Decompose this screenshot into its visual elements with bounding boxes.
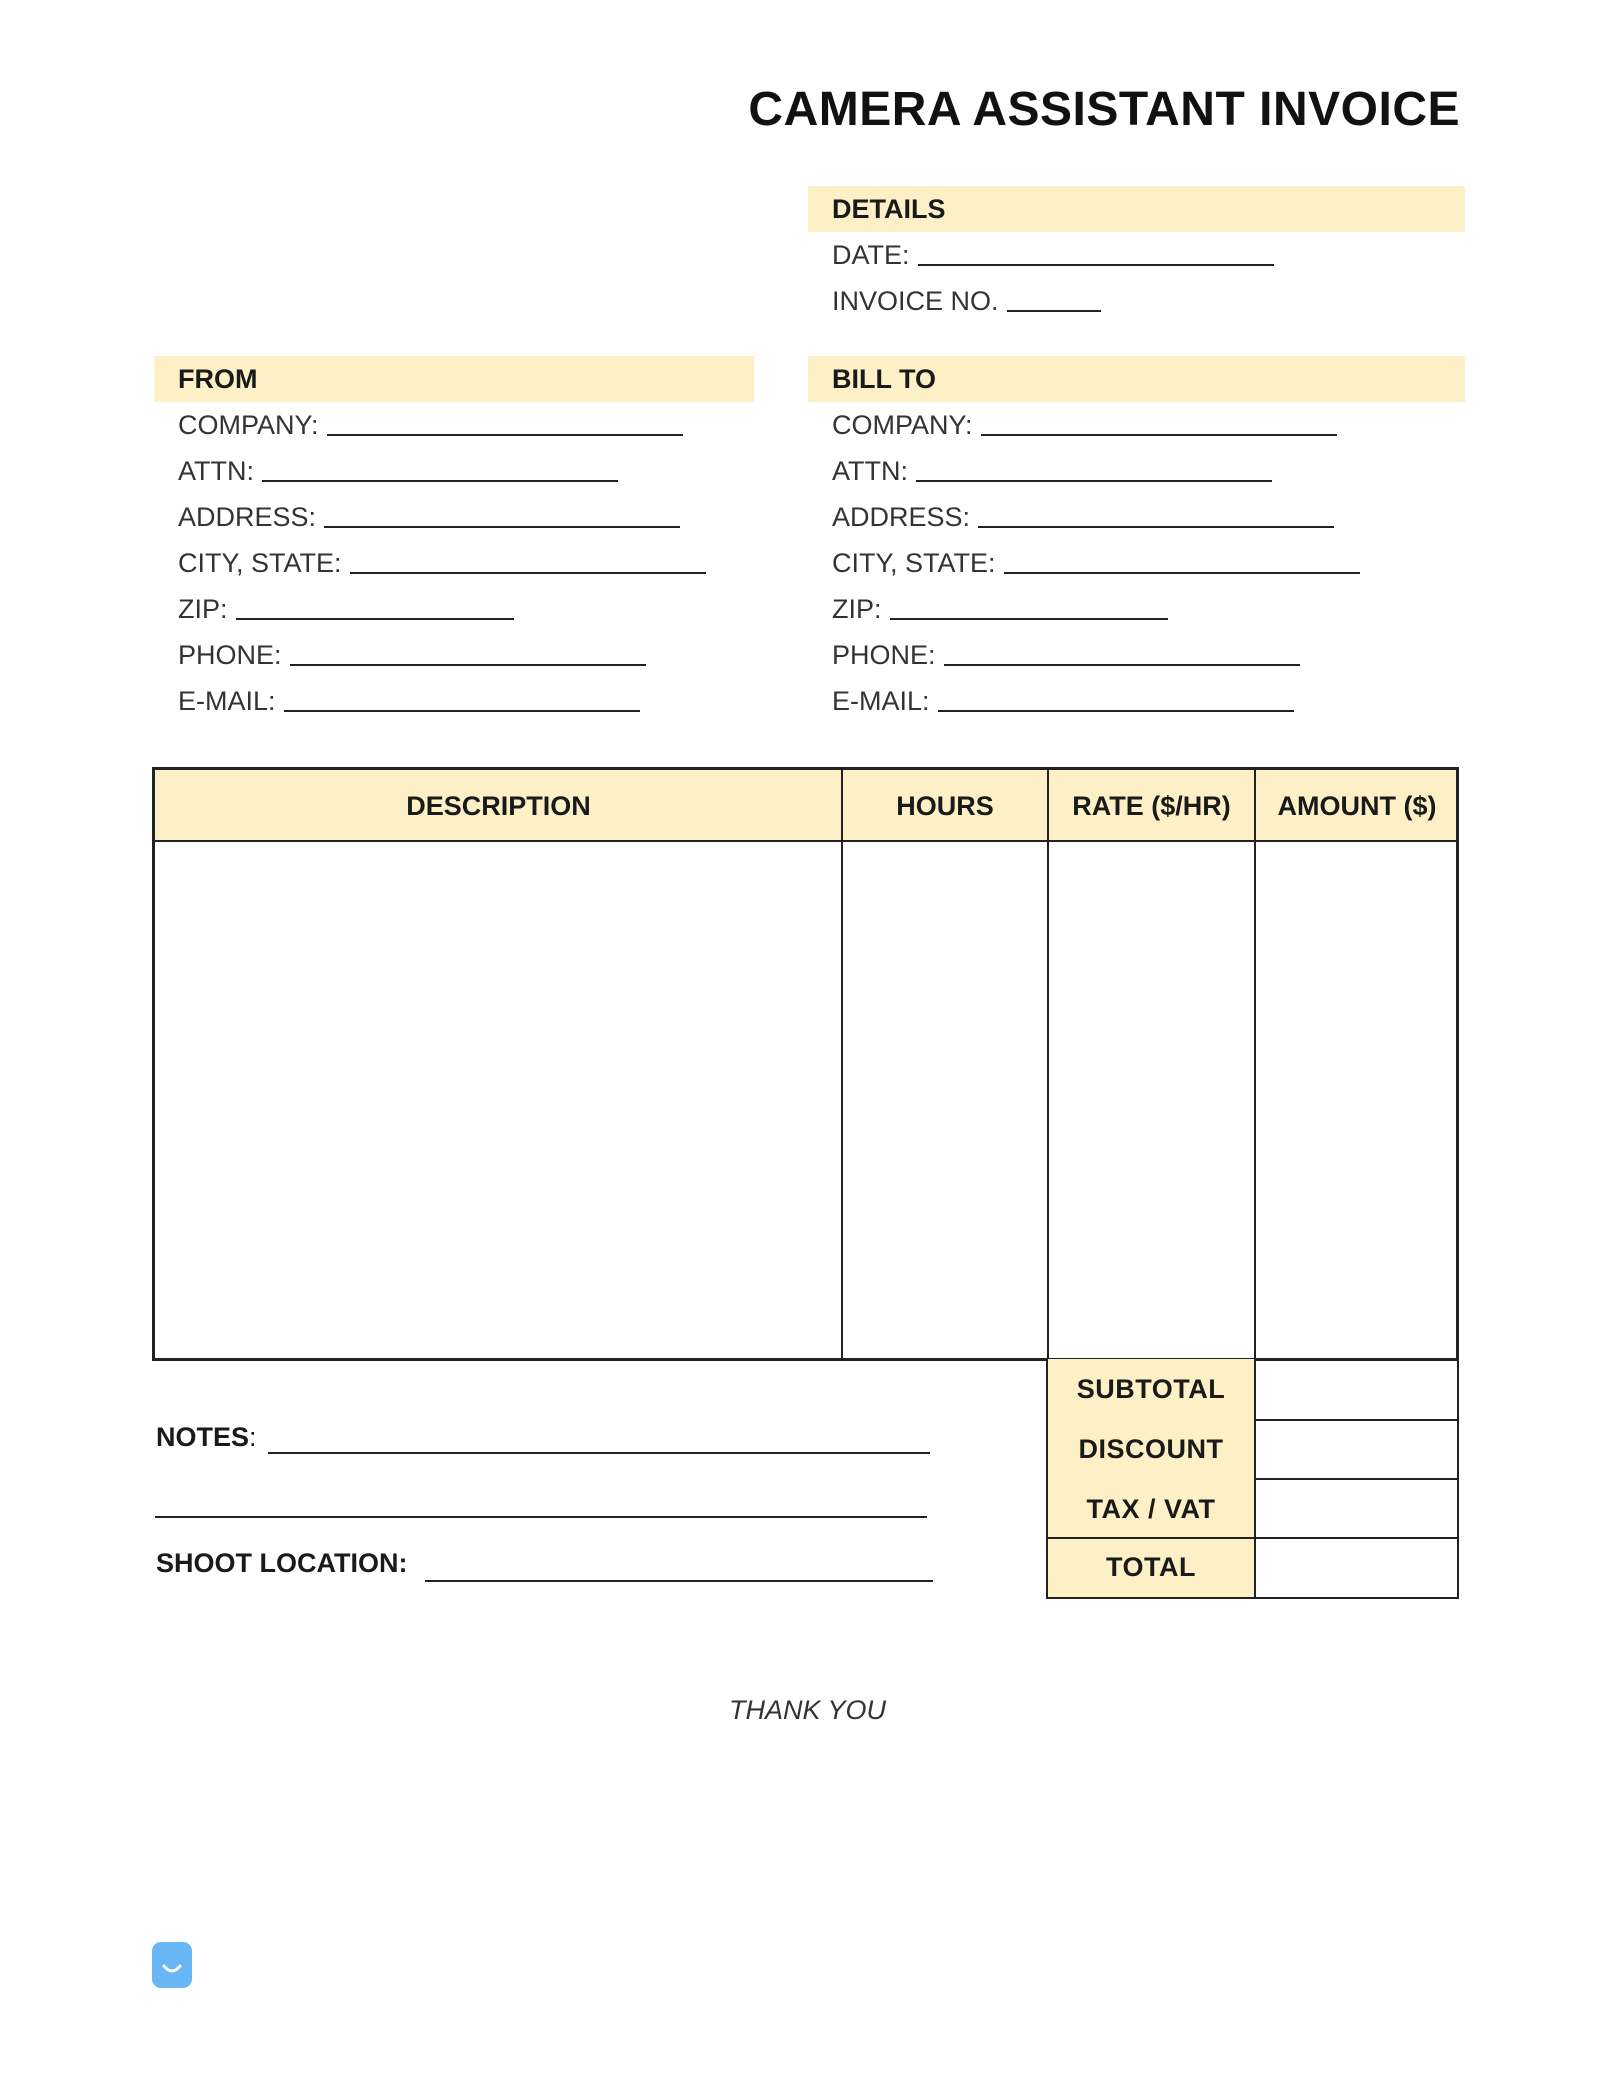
from-city-state-field[interactable] <box>154 540 754 586</box>
smile-icon <box>152 1942 192 1988</box>
bill-to-phone-label: PHONE: <box>832 639 936 670</box>
bill-to-city-state-line[interactable] <box>1004 572 1360 574</box>
amount-column-header: AMOUNT ($) <box>1277 791 1437 821</box>
rate-cell[interactable] <box>1049 842 1254 1358</box>
bill-to-section <box>808 356 1465 724</box>
from-company-line[interactable] <box>327 434 683 436</box>
notes-label: NOTES <box>156 1422 250 1452</box>
total-label: TOTAL <box>1106 1552 1196 1582</box>
from-phone-label: PHONE: <box>178 639 282 670</box>
amount-cell[interactable] <box>1256 842 1459 1358</box>
description-cell[interactable] <box>155 842 841 1358</box>
from-attn-line[interactable] <box>262 480 618 482</box>
tax-vat-label: TAX / VAT <box>1086 1494 1216 1524</box>
from-zip-label: ZIP: <box>178 593 228 624</box>
line-items-table <box>152 767 1459 1361</box>
from-heading: FROM <box>154 356 754 402</box>
from-address-field[interactable] <box>154 494 754 540</box>
notes-line-2[interactable] <box>155 1516 927 1518</box>
from-email-line[interactable] <box>284 710 640 712</box>
rate-column-header: RATE ($/HR) <box>1072 791 1231 821</box>
from-company-label: COMPANY: <box>178 409 319 440</box>
totals-box <box>1046 1359 1459 1599</box>
total-value[interactable] <box>1256 1539 1459 1597</box>
from-email-label: E-MAIL: <box>178 685 276 716</box>
invoice-no-label: INVOICE NO. <box>832 285 999 316</box>
notes-row <box>156 1422 257 1453</box>
hours-column-header: HOURS <box>896 791 994 821</box>
from-zip-line[interactable] <box>236 618 514 620</box>
details-heading: DETAILS <box>808 186 1465 232</box>
bill-to-address-label: ADDRESS: <box>832 501 971 532</box>
bill-to-attn-field[interactable] <box>808 448 1465 494</box>
bill-to-zip-label: ZIP: <box>832 593 882 624</box>
date-field[interactable] <box>808 232 1465 278</box>
from-section <box>154 356 754 724</box>
bill-to-city-state-label: CITY, STATE: <box>832 547 996 578</box>
shoot-location-line[interactable] <box>425 1580 933 1582</box>
date-label: DATE: <box>832 239 910 270</box>
from-attn-label: ATTN: <box>178 455 254 486</box>
brand-logo-icon <box>152 1942 192 1988</box>
from-city-state-label: CITY, STATE: <box>178 547 342 578</box>
bill-to-zip-line[interactable] <box>890 618 1168 620</box>
hours-cell[interactable] <box>843 842 1047 1358</box>
bill-to-attn-label: ATTN: <box>832 455 908 486</box>
description-column-header: DESCRIPTION <box>406 791 591 821</box>
notes-colon: : <box>249 1422 257 1452</box>
from-company-field[interactable] <box>154 402 754 448</box>
subtotal-value[interactable] <box>1256 1359 1459 1418</box>
from-city-state-line[interactable] <box>350 572 706 574</box>
bill-to-phone-field[interactable] <box>808 632 1465 678</box>
notes-line[interactable] <box>268 1452 930 1454</box>
bill-to-zip-field[interactable] <box>808 586 1465 632</box>
bill-to-company-line[interactable] <box>981 434 1337 436</box>
bill-to-heading: BILL TO <box>808 356 1465 402</box>
bill-to-city-state-field[interactable] <box>808 540 1465 586</box>
tax-vat-value[interactable] <box>1256 1480 1459 1536</box>
bill-to-address-field[interactable] <box>808 494 1465 540</box>
shoot-location-label: SHOOT LOCATION: <box>156 1548 408 1578</box>
from-phone-line[interactable] <box>290 664 646 666</box>
invoice-title: CAMERA ASSISTANT INVOICE <box>748 83 1460 136</box>
bill-to-address-line[interactable] <box>978 526 1334 528</box>
from-attn-field[interactable] <box>154 448 754 494</box>
bill-to-attn-line[interactable] <box>916 480 1272 482</box>
date-line[interactable] <box>918 264 1274 266</box>
from-phone-field[interactable] <box>154 632 754 678</box>
discount-label: DISCOUNT <box>1078 1434 1224 1464</box>
subtotal-label: SUBTOTAL <box>1076 1374 1226 1404</box>
invoice-no-line[interactable] <box>1007 310 1101 312</box>
bill-to-email-line[interactable] <box>938 710 1294 712</box>
from-address-line[interactable] <box>324 526 680 528</box>
bill-to-company-label: COMPANY: <box>832 409 973 440</box>
from-email-field[interactable] <box>154 678 754 724</box>
from-zip-field[interactable] <box>154 586 754 632</box>
details-section <box>808 186 1465 324</box>
bill-to-email-label: E-MAIL: <box>832 685 930 716</box>
bill-to-phone-line[interactable] <box>944 664 1300 666</box>
bill-to-company-field[interactable] <box>808 402 1465 448</box>
from-address-label: ADDRESS: <box>178 501 317 532</box>
invoice-no-field[interactable] <box>808 278 1465 324</box>
bill-to-email-field[interactable] <box>808 678 1465 724</box>
thank-you-text: THANK YOU <box>728 1695 887 1725</box>
discount-value[interactable] <box>1256 1421 1459 1477</box>
